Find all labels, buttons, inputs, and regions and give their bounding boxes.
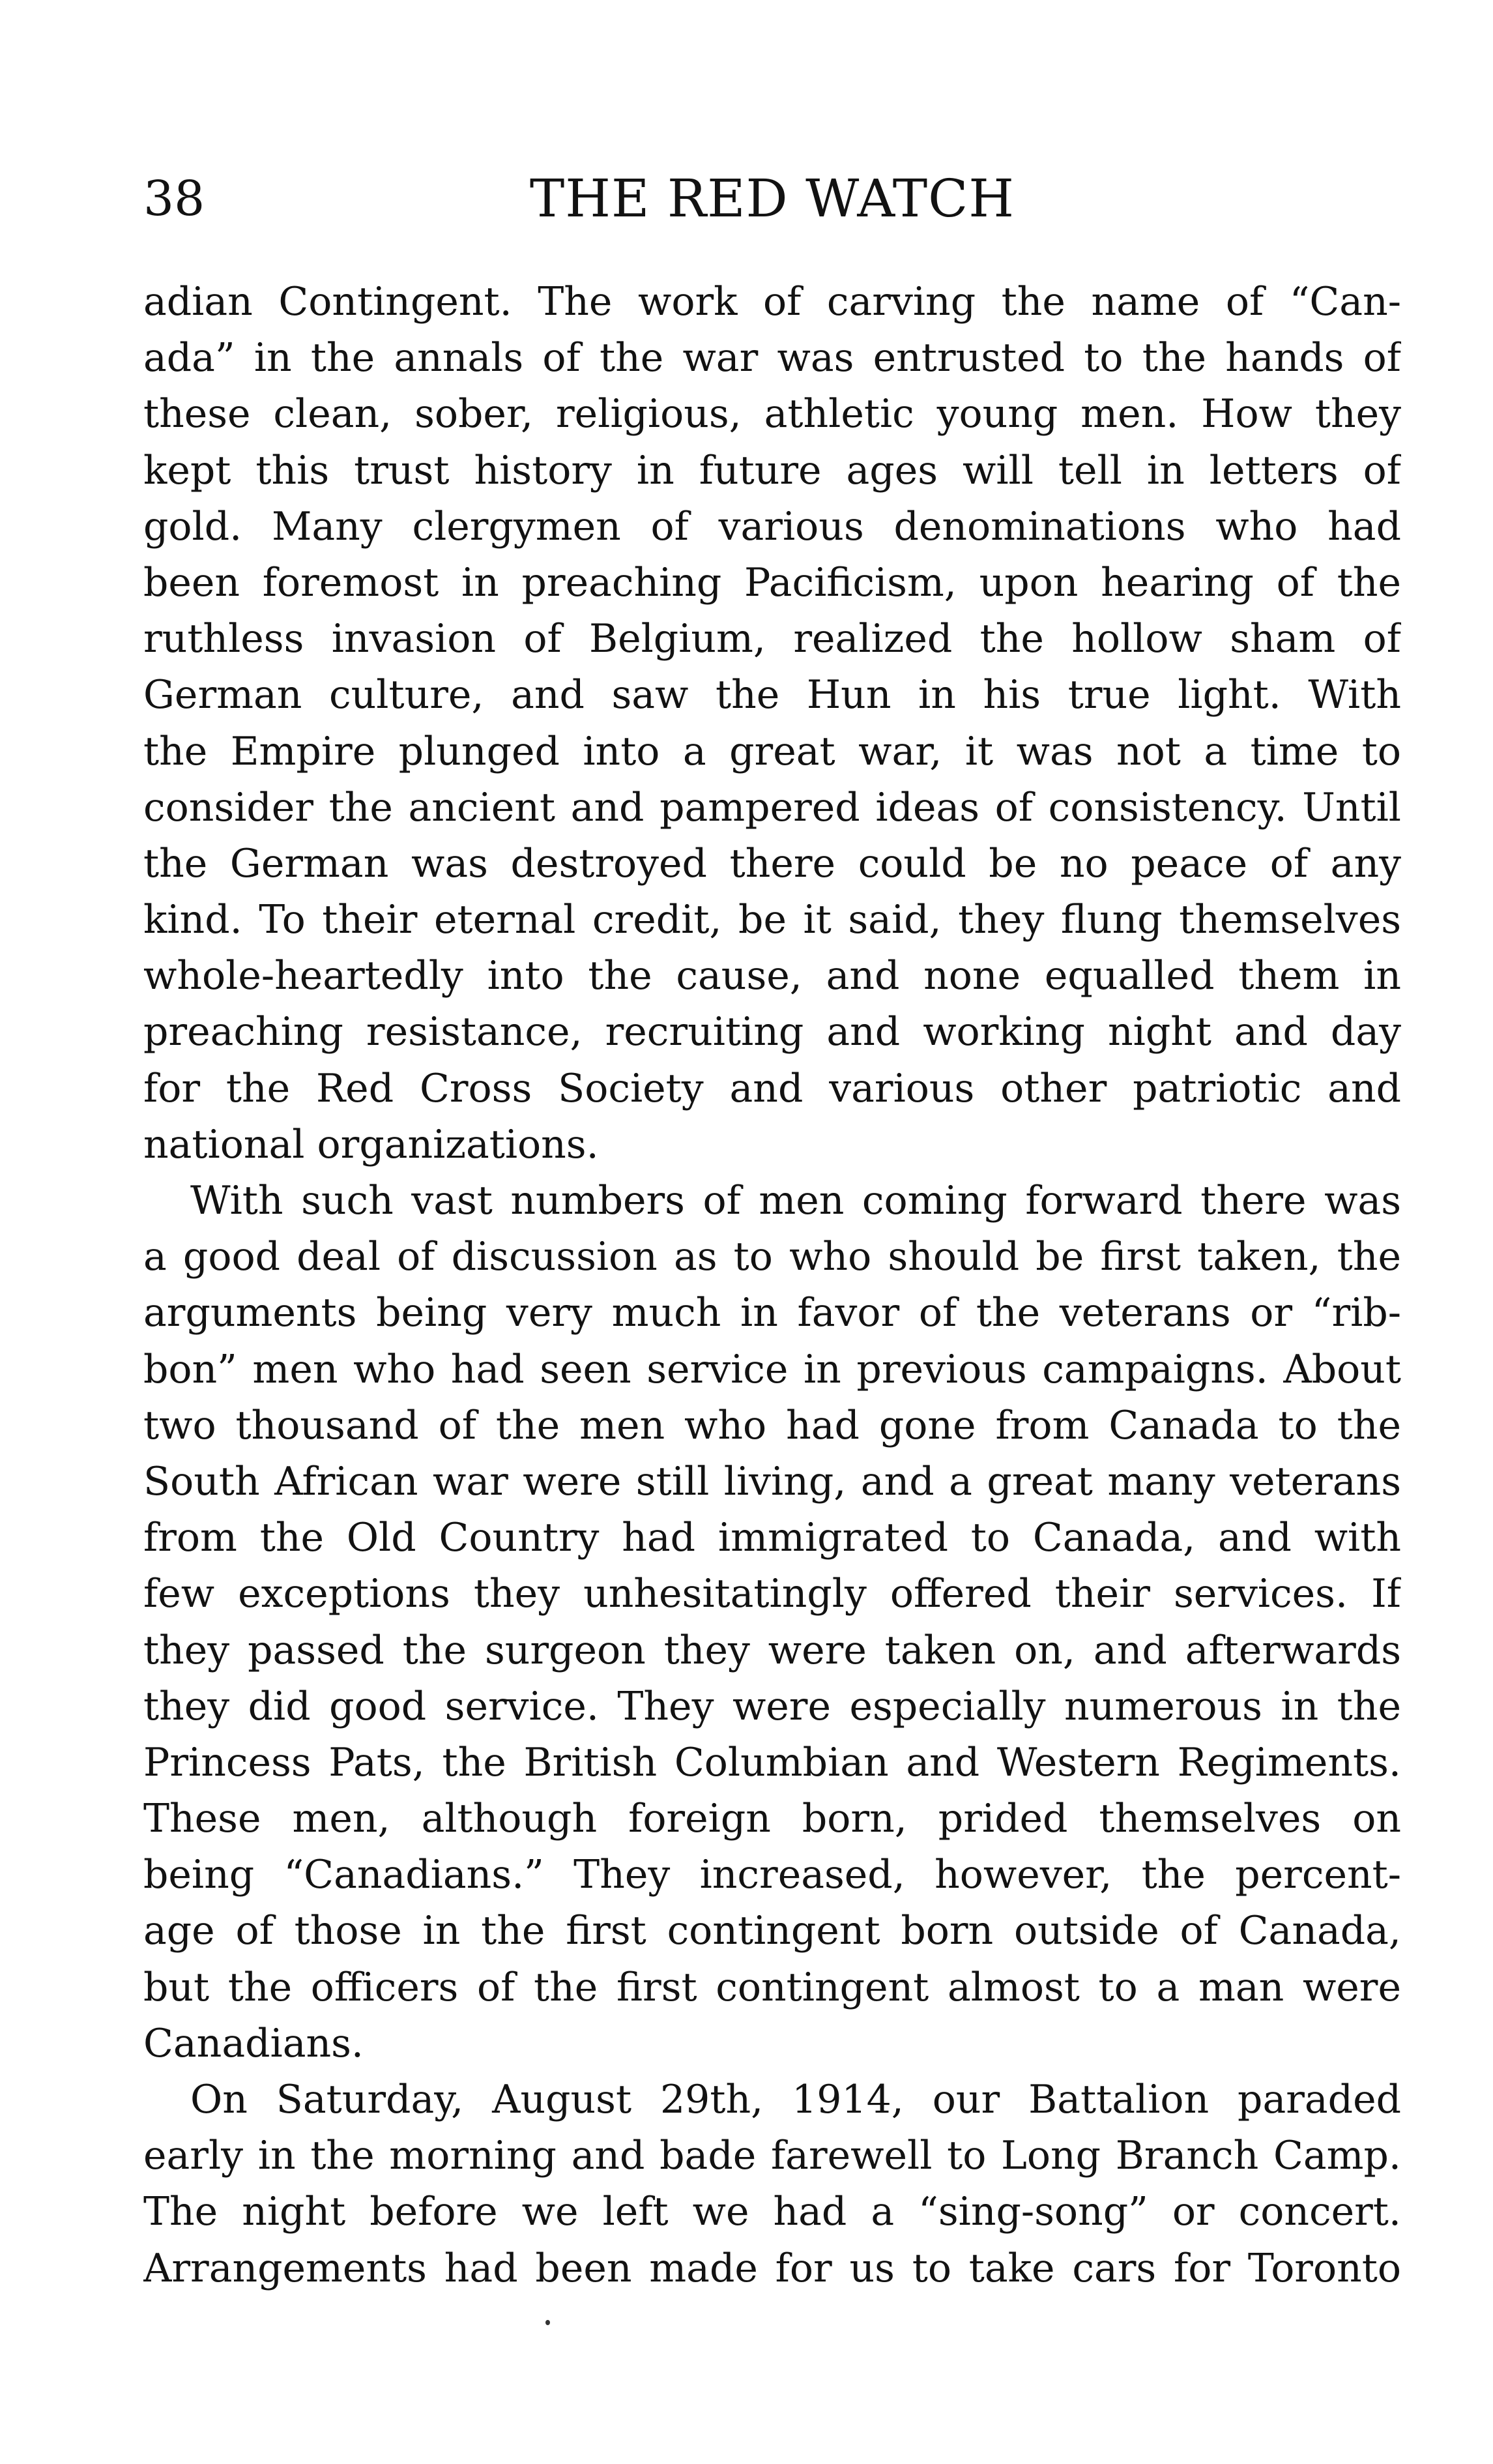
page-number: 38 bbox=[143, 171, 205, 227]
text-line: but the officers of the first contingent almost to a man were bbox=[143, 1964, 1401, 2010]
page-header bbox=[143, 163, 1401, 235]
text-line: for the Red Cross Society and various other patriotic and bbox=[143, 1065, 1401, 1111]
text-line: consider the ancient and pampered ideas of consistency. Until bbox=[143, 784, 1401, 830]
text-line: the German was destroyed there could be no peace of any bbox=[143, 840, 1401, 887]
text-line: With such vast numbers of men coming forward there was bbox=[190, 1178, 1401, 1224]
text-line: age of those in the first contingent born outside of Canada, bbox=[143, 1908, 1401, 1954]
text-line: they did good service. They were especially numerous in the bbox=[143, 1683, 1401, 1729]
text-line: from the Old Country had immigrated to Canada, and with bbox=[143, 1515, 1401, 1561]
text-line: a good deal of discussion as to who should be first taken, the bbox=[143, 1234, 1401, 1280]
text-line: preaching resistance, recruiting and working night and day bbox=[143, 1009, 1401, 1055]
body-text bbox=[143, 274, 1401, 2296]
text-line: kind. To their eternal credit, be it said, they flung themselves bbox=[143, 897, 1401, 943]
text-line: adian Contingent. The work of carving the name of “Can- bbox=[143, 279, 1401, 325]
text-line: On Saturday, August 29th, 1914, our Battalion paraded bbox=[190, 2077, 1401, 2122]
text-line: national organizations. bbox=[143, 1121, 599, 1167]
text-line: bon” men who had seen service in previous campaigns. About bbox=[143, 1346, 1401, 1392]
text-line: The night before we left we had a “sing-song” or concert. bbox=[143, 2189, 1401, 2235]
text-line: Canadians. bbox=[143, 2020, 364, 2066]
book-page bbox=[143, 163, 1401, 2296]
text-line: whole-heartedly into the cause, and none equalled them in bbox=[143, 953, 1401, 999]
text-line: German culture, and saw the Hun in his true light. With bbox=[143, 672, 1401, 718]
text-line: the Empire plunged into a great war, it was not a time to bbox=[143, 728, 1401, 774]
text-line: been foremost in preaching Pacificism, upon hearing of the bbox=[143, 559, 1401, 606]
text-line: these clean, sober, religious, athletic young men. How they bbox=[143, 391, 1401, 437]
text-line: Arrangements had been made for us to take cars for Toronto bbox=[143, 2245, 1401, 2291]
text-line: Princess Pats, the British Columbian and Western Regiments. bbox=[143, 1739, 1401, 1785]
text-line: ada” in the annals of the war was entrusted to the hands of bbox=[143, 335, 1401, 381]
text-line: gold. Many clergymen of various denominations who had bbox=[143, 503, 1401, 550]
text-line: early in the morning and bade farewell to Long Branch Camp. bbox=[143, 2133, 1401, 2179]
text-line: being “Canadians.” They increased, however, the percent- bbox=[143, 1852, 1401, 1898]
text-line: two thousand of the men who had gone from Canada to the bbox=[143, 1402, 1401, 1448]
text-line: ruthless invasion of Belgium, realized the hollow sham of bbox=[143, 616, 1401, 662]
stray-ink-mark bbox=[545, 2320, 550, 2325]
text-line: few exceptions they unhesitatingly offered their services. If bbox=[143, 1571, 1401, 1617]
text-line: South African war were still living, and a great many veterans bbox=[143, 1458, 1401, 1504]
running-title: THE RED WATCH bbox=[529, 168, 1015, 229]
text-line: arguments being very much in favor of the veterans or “rib- bbox=[143, 1290, 1401, 1336]
text-line: kept this trust history in future ages will tell in letters of bbox=[143, 447, 1401, 493]
text-line: These men, although foreign born, prided themselves on bbox=[143, 1796, 1401, 1842]
text-line: they passed the surgeon they were taken on, and afterwards bbox=[143, 1627, 1401, 1673]
